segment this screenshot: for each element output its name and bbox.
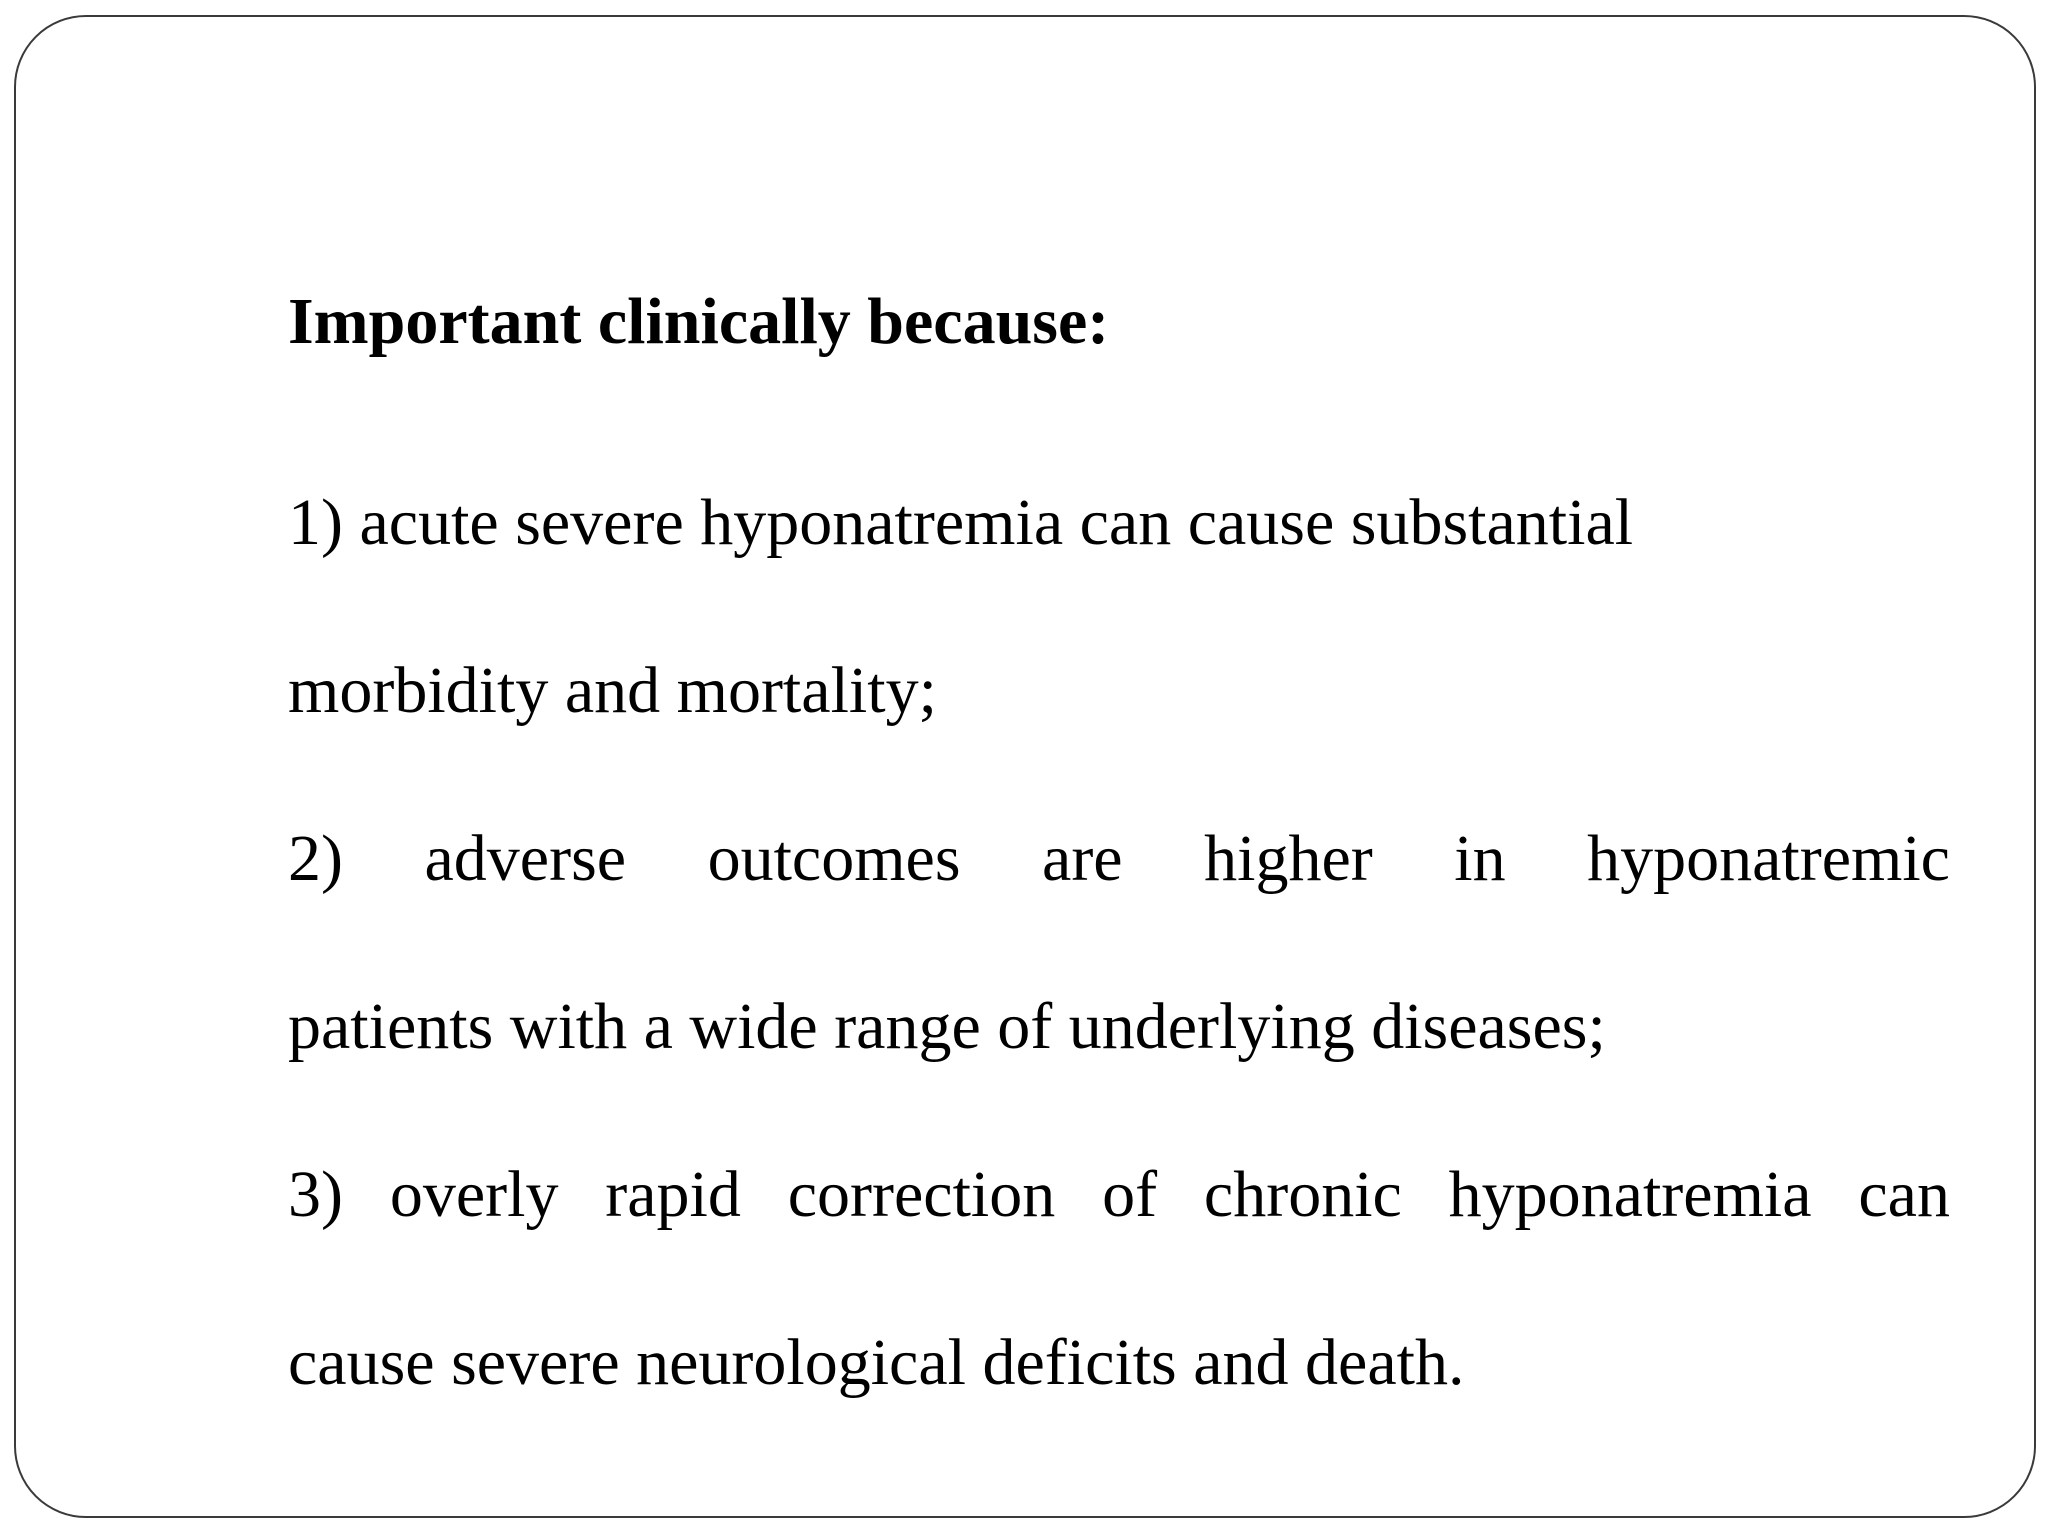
word: 2) (288, 822, 343, 895)
word: 3) (288, 1158, 343, 1231)
slide-frame (14, 15, 2036, 1518)
word: overly (389, 1158, 559, 1231)
word: are (1042, 822, 1123, 895)
word: outcomes (707, 822, 961, 895)
word: correction (787, 1158, 1056, 1231)
list-item-1-line-1: 1) acute severe hyponatremia can cause substantial (288, 486, 1634, 559)
word: adverse (424, 822, 627, 895)
list-item-3-line-1 (288, 1111, 1950, 1279)
list-item-1 (288, 439, 1950, 775)
slide-heading: Important clinically because: (288, 285, 1110, 358)
list-item-3 (288, 1111, 1950, 1447)
word: rapid (605, 1158, 741, 1231)
slide-content (288, 277, 1950, 1447)
list-item-2 (288, 775, 1950, 1111)
word: higher (1204, 822, 1373, 895)
list-item-3-line-2: cause severe neurological deficits and death. (288, 1326, 1465, 1399)
word: chronic (1203, 1158, 1402, 1231)
word: in (1454, 822, 1506, 895)
list-item-1-line-2: morbidity and mortality; (288, 654, 937, 727)
list-item-2-line-1 (288, 775, 1950, 943)
word: can (1858, 1158, 1950, 1231)
word: hyponatremic (1587, 822, 1950, 895)
word: hyponatremia (1448, 1158, 1812, 1231)
list-item-2-line-2: patients with a wide range of underlying diseases; (288, 990, 1606, 1063)
word: of (1102, 1158, 1158, 1231)
